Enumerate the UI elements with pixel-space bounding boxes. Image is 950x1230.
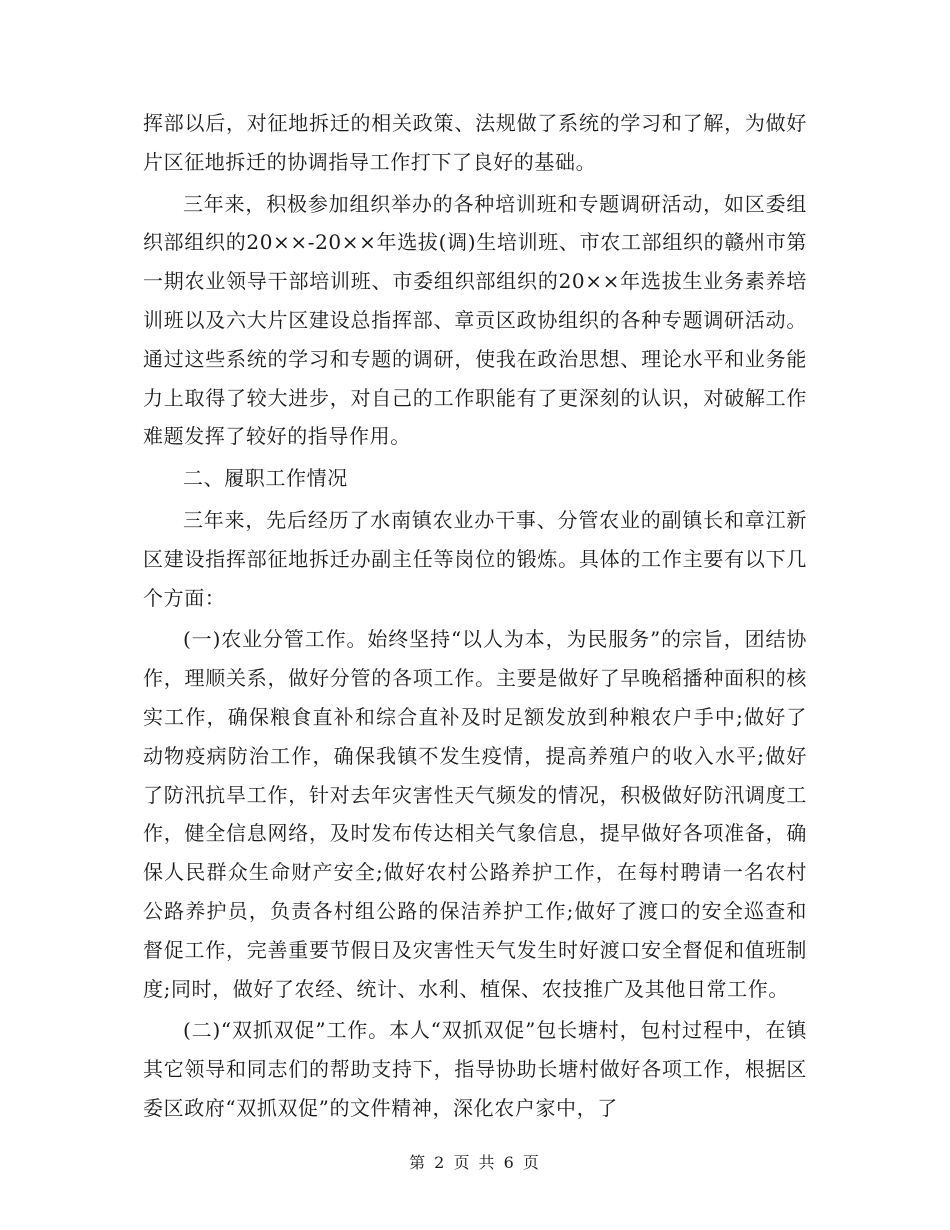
page-number-footer: 第 2 页 共 6 页 <box>409 1153 541 1172</box>
paragraph-1: 挥部以后，对征地拆迁的相关政策、法规做了系统的学习和了解，为做好片区征地拆迁的协调指导工作打下了良好的基础。 <box>143 111 807 174</box>
paragraph-3: 三年来，先后经历了水南镇农业办干事、分管农业的副镇长和章江新区建设指挥部征地拆迁办副主任等岗位的锻炼。具体的工作主要有以下几个方面： <box>143 507 807 610</box>
paragraph-2: 三年来，积极参加组织举办的各种培训班和专题调研活动，如区委组织部组织的20××-20××年选拔(调)生培训班、市农工部组织的赣州市第一期农业领导干部培训班、市委组织部组织的20××年选拔生业务素养培训班以及六大片区建设总指挥部、章贡区政协组织的各种专题调研活动。通过这些系统的学习和专题的调研，使我在政治思想、理论水平和业务能力上取得了较大进步，对自己的工作职能有了更深刻的认识，对破解工作难题发挥了较好的指导作用。 <box>143 191 807 449</box>
paragraph-4: (一)农业分管工作。始终坚持“以人为本，为民服务”的宗旨，团结协作，理顺关系，做好分管的各项工作。主要是做好了早晚稻播种面积的核实工作，确保粮食直补和综合直补及时足额发放到种粮农户手中;做好了动物疫病防治工作，确保我镇不发生疫情，提高养殖户的收入水平;做好了防汛抗旱工作，针对去年灾害性天气频发的情况，积极做好防汛调度工作，健全信息网络，及时发布传达相关气象信息，提早做好各项准备，确保人民群众生命财产安全;做好农村公路养护工作，在每村聘请一名农村公路养护员，负责各村组公路的保洁养护工作;做好了渡口的安全巡查和督促工作，完善重要节假日及灾害性天气发生时好渡口安全督促和值班制度;同时，做好了农经、统计、水利、植保、农技推广及其他日常工作。 <box>143 627 807 1001</box>
section-heading: 二、履职工作情况 <box>183 466 348 491</box>
document-body <box>143 104 807 1131</box>
paragraph-5: (二)“双抓双促”工作。本人“双抓双促”包长塘村，包村过程中，在镇其它领导和同志们的帮助支持下，指导协助长塘村做好各项工作，根据区委区政府“双抓双促”的文件精神，深化农户家中，了 <box>143 1018 807 1120</box>
